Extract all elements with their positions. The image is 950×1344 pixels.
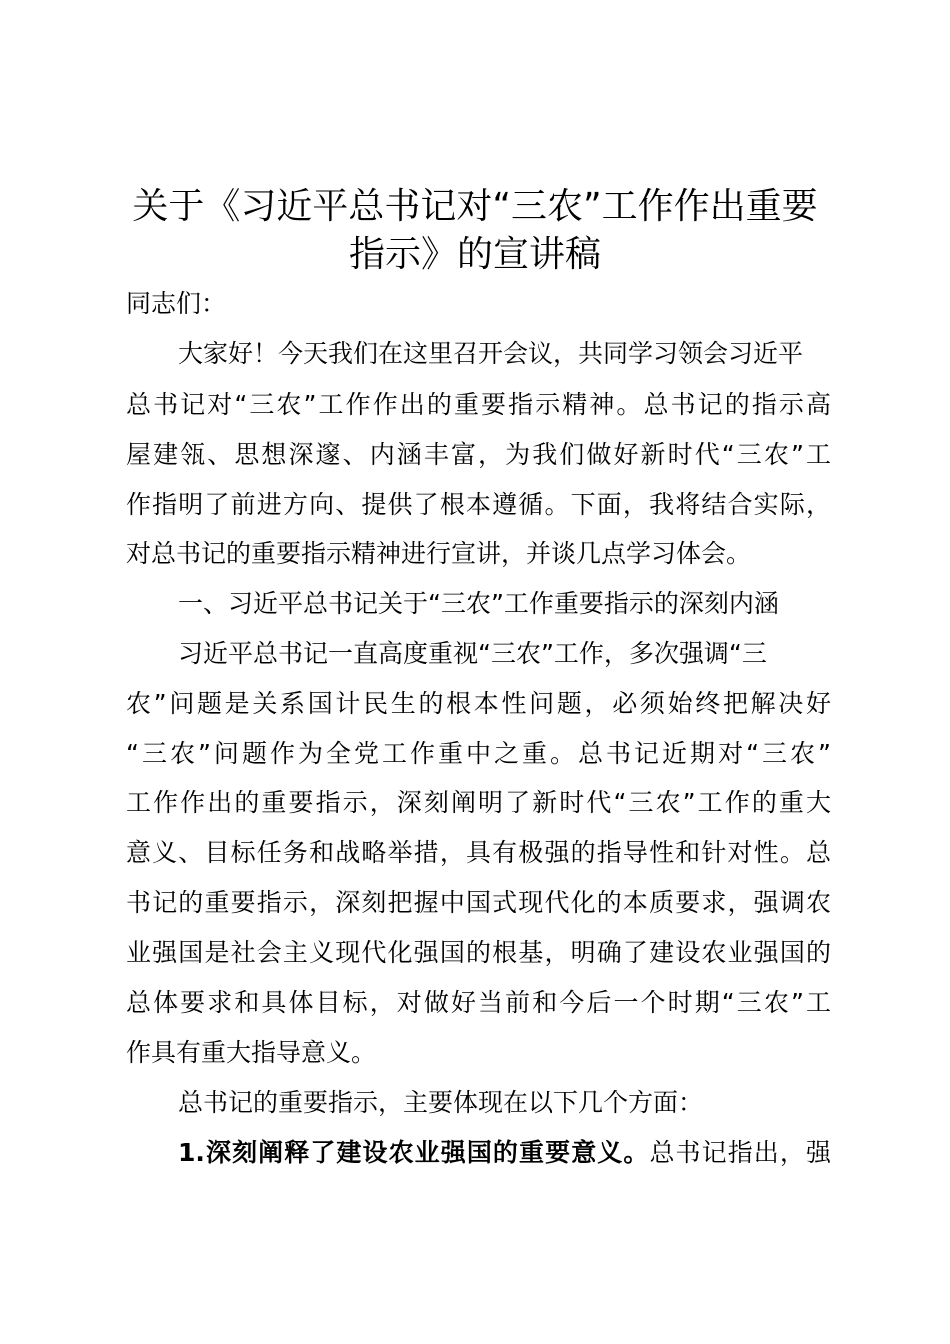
paragraph-line: 作具有重大指导意义。 [126,1038,377,1067]
subheading-bold-text: 1.深刻阐释了建设农业强国的重要意义。 [178,1138,650,1167]
paragraph-line: 对总书记的重要指示精神进行宣讲，并谈几点学习体会。 [126,539,752,568]
paragraph-line: 总体要求和具体目标，对做好当前和今后一个时期“三农”工 [126,988,831,1017]
document-title-line-2: 指示》的宣讲稿 [348,234,601,275]
paragraph-line: 工作作出的重要指示，深刻阐明了新时代“三农”工作的重大 [126,788,831,817]
paragraph-line: 总书记对“三农”工作作出的重要指示精神。总书记的指示高 [126,390,831,419]
paragraph-line: 总书记的重要指示，主要体现在以下几个方面： [178,1088,704,1117]
paragraph-line: 农”问题是关系国计民生的根本性问题，必须始终把解决好 [126,689,831,718]
paragraph-line: 业强国是社会主义现代化强国的根基，明确了建设农业强国的 [126,938,831,967]
section-heading: 一、习近平总书记关于“三农”工作重要指示的深刻内涵 [178,589,779,618]
paragraph-line: 大家好！今天我们在这里召开会议，共同学习领会习近平 [178,339,804,368]
paragraph-line: 习近平总书记一直高度重视“三农”工作，多次强调“三 [178,639,767,668]
paragraph-line: 屋建瓴、思想深邃、内涵丰富，为我们做好新时代“三农”工 [126,440,831,469]
paragraph-line: 书记的重要指示，深刻把握中国式现代化的本质要求，强调农 [126,888,831,917]
subheading-line [178,1137,831,1169]
document-title-line-1: 关于《习近平总书记对“三农”工作作出重要 [132,186,818,227]
paragraph-line: 作指明了前进方向、提供了根本遵循。下面，我将结合实际， [126,490,831,519]
paragraph-line: “三农”问题作为全党工作重中之重。总书记近期对“三农” [126,739,831,768]
subheading-rest-text: 总书记指出，强 [649,1138,831,1167]
salutation: 同志们： [126,289,227,318]
paragraph-line: 意义、目标任务和战略举措，具有极强的指导性和针对性。总 [126,838,831,867]
